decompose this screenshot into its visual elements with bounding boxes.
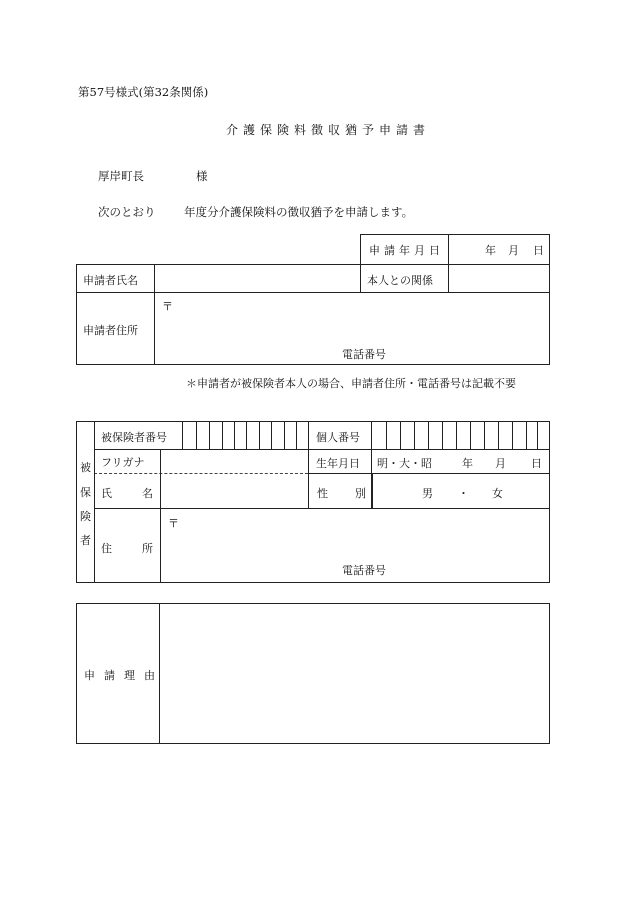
insured-phone-label: 電話番号 <box>342 564 386 577</box>
insured-side-label-3: 険 <box>80 510 91 523</box>
insured-address-label-2: 所 <box>142 542 153 555</box>
personal-number-label: 個人番号 <box>316 431 360 444</box>
relation-field[interactable] <box>450 266 548 291</box>
applicant-address-field[interactable] <box>156 294 548 339</box>
gender-female[interactable]: 女 <box>492 487 503 500</box>
relation-label: 本人との関係 <box>367 274 433 287</box>
statement-body: 年度分介護保険料の徴収猶予を申請します。 <box>184 205 414 219</box>
reason-field[interactable] <box>161 605 548 742</box>
gender-label-2: 別 <box>355 487 366 500</box>
form-title: 介護保険料徴収猶予申請書 <box>226 123 431 137</box>
addressee-town: 厚岸町長 <box>98 169 144 183</box>
applicant-phone-label: 電話番号 <box>342 348 386 361</box>
application-date-label: 申請年月日 <box>369 244 444 257</box>
applicant-note: ＊申請者が被保険者本人の場合、申請者住所・電話番号は記載不要 <box>186 377 516 390</box>
furigana-field[interactable] <box>162 451 306 472</box>
applicant-name-field[interactable] <box>156 266 359 291</box>
postal-mark: 〒 <box>162 300 173 313</box>
furigana-label: フリガナ <box>101 456 145 469</box>
insured-side-label-1: 被 <box>80 461 91 474</box>
birth-era-options[interactable]: 明・大・昭 <box>377 457 432 470</box>
insured-side-label-2: 保 <box>80 486 91 499</box>
gender-male[interactable]: 男 <box>422 487 433 500</box>
statement-prefix: 次のとおり <box>98 205 156 219</box>
insured-address-label-1: 住 <box>101 542 112 555</box>
form-number: 第57号様式(第32条関係) <box>78 85 209 99</box>
application-date-month[interactable]: 月 <box>508 244 519 257</box>
gender-label-1: 性 <box>317 487 328 500</box>
applicant-name-label: 申請者氏名 <box>83 274 138 287</box>
gender-separator: ・ <box>458 487 469 500</box>
insured-name-label-1: 氏 <box>101 487 112 500</box>
insured-postal-mark: 〒 <box>168 517 179 530</box>
application-date-day[interactable]: 日 <box>533 244 544 257</box>
birth-month[interactable]: 月 <box>495 457 506 470</box>
addressee-honorific: 様 <box>196 169 208 183</box>
insured-number-label: 被保険者番号 <box>101 431 167 444</box>
birth-day[interactable]: 日 <box>531 457 542 470</box>
insured-name-field[interactable] <box>162 476 306 506</box>
insured-side-label-4: 者 <box>80 534 91 547</box>
applicant-address-label: 申請者住所 <box>83 324 138 337</box>
birth-year[interactable]: 年 <box>462 457 473 470</box>
reason-label: 申請理由 <box>84 669 164 682</box>
insured-address-field[interactable] <box>162 510 548 560</box>
birth-date-label: 生年月日 <box>316 457 360 470</box>
application-date-year[interactable]: 年 <box>485 244 496 257</box>
insured-name-label-2: 名 <box>142 487 153 500</box>
